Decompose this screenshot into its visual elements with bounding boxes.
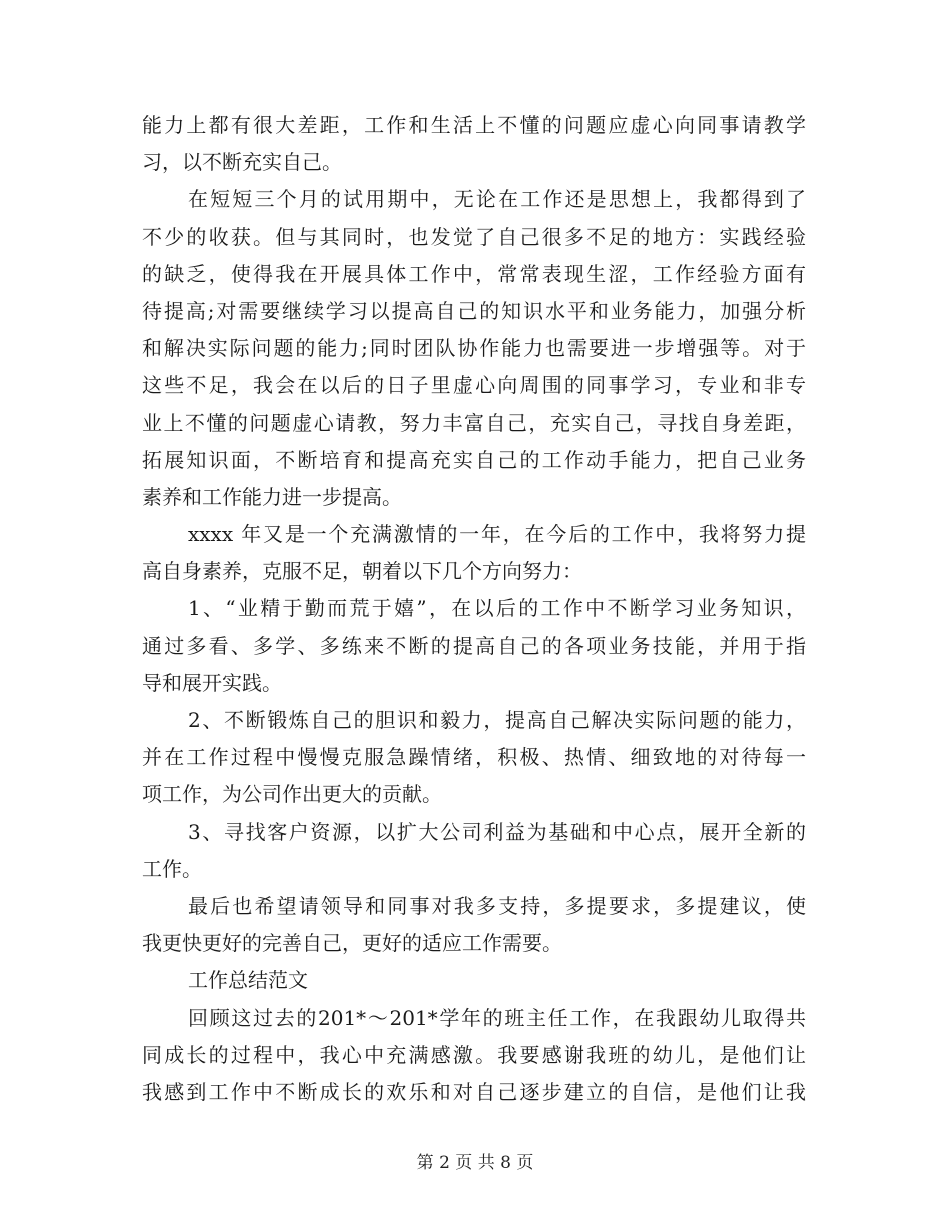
text-line: 高自身素养，克服不足，朝着以下几个方向努力：: [142, 559, 582, 584]
text-line: 最后也希望请领导和同事对我多支持，多提要求，多提建议，使: [188, 893, 806, 918]
text-line: 和解决实际问题的能力;同时团队协作能力也需要进一步增强等。对于: [142, 336, 806, 361]
text-line: 工作。: [142, 856, 202, 881]
text-line: 能力上都有很大差距，工作和生活上不懂的问题应虚心向同事请教学: [142, 113, 806, 137]
document-body: [142, 107, 806, 1111]
text-line: 我更快更好的完善自己，更好的适应工作需要。: [142, 931, 562, 956]
text-line: 待提高;对需要继续学习以提高自己的知识水平和业务能力，加强分析: [142, 298, 806, 323]
text-line: 的缺乏，使得我在开展具体工作中，常常表现生涩，工作经验方面有: [142, 261, 806, 286]
text-line: 工作总结范文: [188, 968, 308, 993]
text-line: 习，以不断充实自己。: [142, 150, 342, 175]
text-line: 1、“业精于勤而荒于嬉”，在以后的工作中不断学习业务知识，: [188, 596, 806, 621]
text-line: 通过多看、多学、多练来不断的提高自己的各项业务技能，并用于指: [142, 633, 806, 658]
text-line: 在短短三个月的试用期中，无论在工作还是思想上，我都得到了: [188, 187, 806, 212]
text-line: 2、不断锻炼自己的胆识和毅力，提高自己解决实际问题的能力，: [188, 708, 806, 732]
text-line: 拓展知识面，不断培育和提高充实自己的工作动手能力，把自己业务: [142, 447, 806, 472]
text-line: 项工作，为公司作出更大的贡献。: [142, 782, 442, 807]
text-line: 这些不足，我会在以后的日子里虚心向周围的同事学习，专业和非专: [142, 373, 806, 398]
text-line: 并在工作过程中慢慢克服急躁情绪，积极、热情、细致地的对待每一: [142, 745, 806, 770]
text-line: 导和展开实践。: [142, 670, 282, 695]
text-line: 我感到工作中不断成长的欢乐和对自己逐步建立的自信，是他们让我: [142, 1079, 806, 1104]
text-line: 不少的收获。但与其同时，也发觉了自己很多不足的地方：实践经验: [142, 224, 806, 249]
text-line: 同成长的过程中，我心中充满感激。我要感谢我班的幼儿，是他们让: [142, 1042, 806, 1067]
page-number-footer: 第 2 页 共 8 页: [416, 1153, 534, 1173]
text-line: 素养和工作能力进一步提高。: [142, 484, 402, 509]
text-line: 回顾这过去的201*～201*学年的班主任工作，在我跟幼儿取得共: [188, 1005, 806, 1030]
text-line: 3、寻找客户资源，以扩大公司利益为基础和中心点，展开全新的: [188, 819, 806, 844]
text-line: 业上不懂的问题虚心请教，努力丰富自己，充实自己，寻找自身差距，: [142, 410, 806, 435]
text-line: xxxx 年又是一个充满激情的一年，在今后的工作中，我将努力提: [188, 522, 806, 547]
